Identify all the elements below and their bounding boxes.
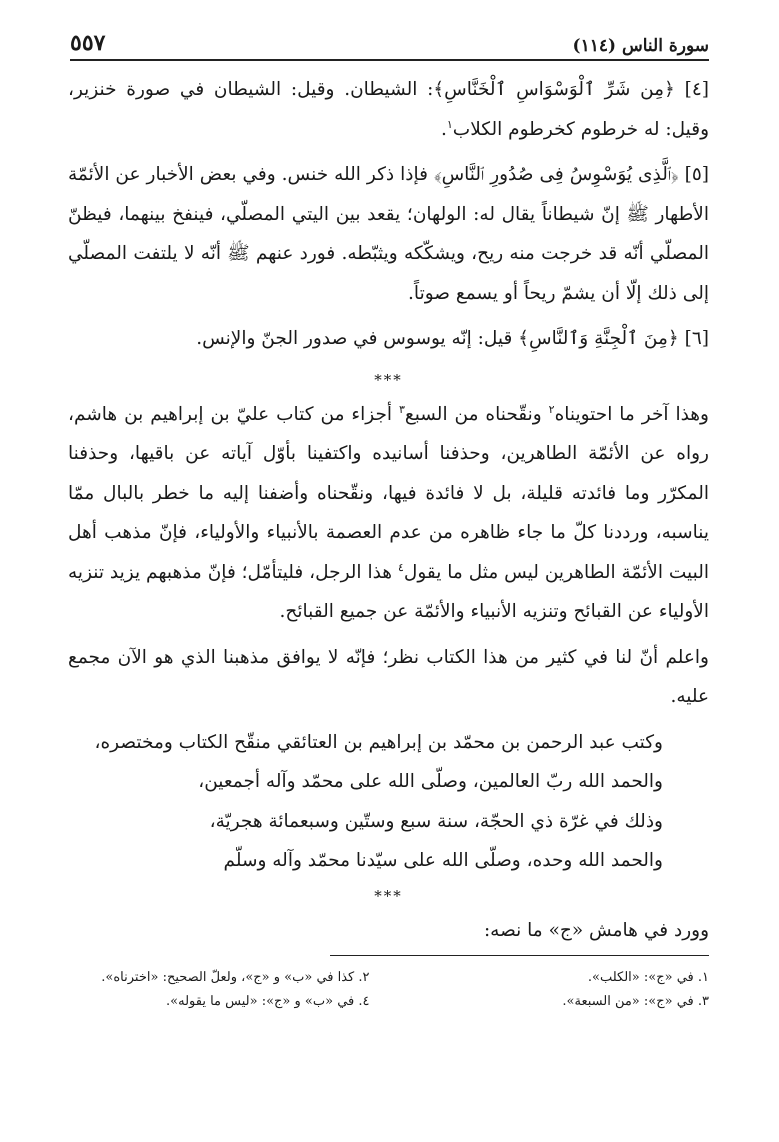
footnote-3: ٣. في «ج»: «من السبعة». bbox=[562, 994, 709, 1009]
section-divider-2: *** bbox=[374, 886, 403, 905]
surah-name: سورة الناس (١١٤) bbox=[572, 36, 709, 56]
page-header bbox=[70, 26, 709, 56]
footnote-ref-1: ١ bbox=[446, 117, 453, 131]
footnote-rule bbox=[330, 955, 709, 956]
paragraph-verse-4: [٤] ﴿مِن شَرِّ ٱلْوَسْوَاسِ ٱلْخَنَّاسِ﴾: الشيطان. وقيل: الشيطان في صورة خنزير، وقيل: له خرطوم كخرطوم الكلاب$^١$. bbox=[68, 79, 709, 140]
conclusion-text-c: أجزاء من كتاب عليّ بن إبراهيم بن هاشم، رواه عن الأئمّة الطاهرين، وحذفنا أسانيده واكتفينا بأوّل آياته عن باقيها، وحذفنا المكرّر وما فائدته قليلة، بل لا فائدة فيها، ونقّحناه وأضفنا إليه ما خطر بالبال ممّا يناسبه، ورددنا كلّ ما جاء ظاهره من عدم العصمة بالأنبياء والأولياء، فإنّ مذهب أهل البيت الأئمّة الطاهرين ليس مثل ما يقول bbox=[68, 403, 709, 583]
paragraph-verse-4-text: [٤] ﴿مِن شَرِّ ٱلْوَسْوَاسِ ٱلْخَنَّاسِ﴾: الشيطان. وقيل: الشيطان في صورة خنزير، وقيل: له خرطوم كخرطوم الكلاب bbox=[68, 79, 709, 140]
colophon-line-4: والحمد الله وحده، وصلّى الله على سيّدنا محمّد وآله وسلّم bbox=[223, 850, 663, 871]
colophon-line-2: والحمد الله ربّ العالمين، وصلّى الله على محمّد وآله أجمعين، bbox=[198, 771, 663, 792]
colophon bbox=[68, 723, 709, 881]
footnote-1: ١. في «ج»: «الكلب». bbox=[587, 970, 709, 985]
footnotes bbox=[70, 966, 709, 1014]
conclusion-text-b: ونقّحناه من السبع bbox=[404, 403, 549, 425]
colophon-line-1: وكتب عبد الرحمن بن محمّد بن إبراهيم بن العتائقي منقّح الكتاب ومختصره، bbox=[94, 731, 663, 753]
section-divider: *** bbox=[374, 370, 403, 389]
footnote-2: ٢. كذا في «ب» و «ج»، ولعلّ الصحيح: «اخترناه». bbox=[101, 970, 370, 985]
footnote-ref-3: ٣ bbox=[398, 402, 405, 416]
page-number: ٥٥٧ bbox=[70, 30, 106, 56]
main-text bbox=[68, 70, 709, 956]
conclusion-text-a: وهذا آخر ما احتويناه bbox=[554, 403, 709, 425]
footnote-ref-2: ٢ bbox=[548, 402, 555, 416]
conclusion-text-d: هذا الرجل، فليتأمّل؛ فإنّ مذهبهم يزيد تنزيه الأولياء عن القبائح وتنزيه الأنبياء والأئمّة عن جميع القبائح. bbox=[68, 561, 709, 622]
paragraph-conclusion bbox=[68, 395, 709, 632]
footnote-4: ٤. في «ب» و «ج»: «ليس ما يقوله». bbox=[166, 994, 370, 1009]
header-rule bbox=[70, 59, 709, 61]
colophon-line-3: وذلك في غرّة ذي الحجّة، سنة سبع وستّين وسبعمائة هجريّة، bbox=[209, 810, 663, 832]
paragraph-verse-6: [٦] ﴿مِنَ ٱلْجِنَّةِ وَٱلنَّاسِ﴾ قيل: إنّه يوسوس في صدور الجنّ والإنس. bbox=[196, 328, 709, 349]
footnote-ref-4: ٤ bbox=[397, 560, 404, 574]
paragraph-margin-note: وورد في هامش «ج» ما نصه: bbox=[483, 919, 709, 941]
paragraph-note: واعلم أنّ لنا في كثير من هذا الكتاب نظر؛ فإنّه لا يوافق مذهبنا الذي هو الآن مجمع عليه. bbox=[68, 646, 709, 707]
paragraph-verse-5: [٥] ﴿ٱلَّذِى يُوَسْوِسُ فِى صُدُورِ ٱلنَّاسِ﴾ فإذا ذكر الله خنس. وفي بعض الأخبار عن الأئمّة الأطهار ﷺ إنّ شيطاناً يقال له: الولهان؛ يقعد بين اليتي المصلّي، فينفخ بينهما، فيظنّ المصلّي أنّه قد خرجت منه ريح، ويشكّكه ويثبّطه. فورد عنهم ﷺ أنّه لا يلتفت المصلّي إلى ذلك إلّا أن يشمّ ريحاً أو يسمع صوتاً. bbox=[68, 164, 709, 304]
